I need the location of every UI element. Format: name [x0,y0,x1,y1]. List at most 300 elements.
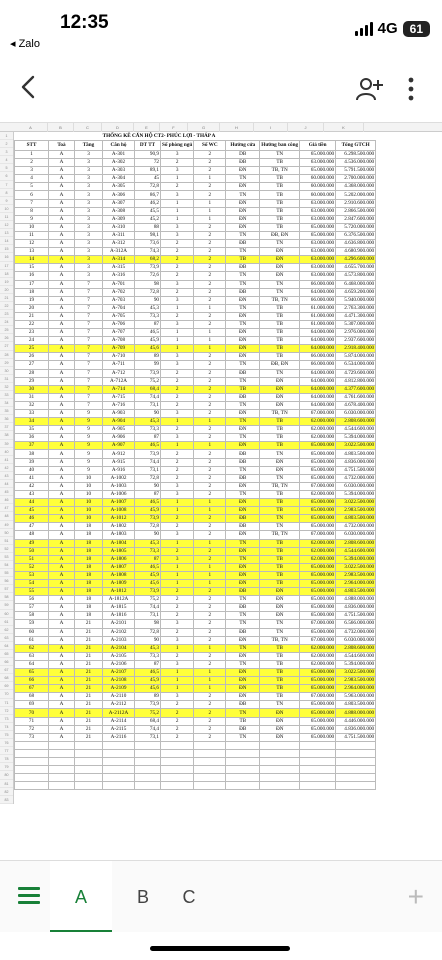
table-cell[interactable]: TN [226,596,260,604]
table-cell[interactable]: 1 [194,418,226,426]
table-cell[interactable]: A [49,426,75,434]
table-cell[interactable]: 98 [135,280,161,288]
table-cell[interactable]: 2 [194,393,226,401]
table-cell[interactable]: 6.030.000.000 [336,482,376,490]
empty-cell[interactable] [161,741,194,749]
table-cell[interactable]: A-2104 [103,644,135,652]
table-cell[interactable]: 1 [194,579,226,587]
table-cell[interactable]: 89,1 [135,167,161,175]
row-number[interactable]: 32 [0,383,13,391]
table-row[interactable] [15,385,376,393]
table-cell[interactable]: 63.000.000 [300,215,336,223]
table-cell[interactable]: 4.377.600.000 [336,385,376,393]
table-cell[interactable]: 34 [15,418,49,426]
table-cell[interactable]: 21 [75,669,103,677]
table-cell[interactable]: ĐN [226,312,260,320]
table-cell[interactable]: ĐN [260,256,300,264]
table-cell[interactable]: A-305 [103,183,135,191]
empty-cell[interactable] [103,782,135,790]
row-number[interactable]: 31 [0,375,13,383]
table-row[interactable] [15,183,376,191]
table-cell[interactable]: 46,5 [135,563,161,571]
table-cell[interactable]: 2 [194,296,226,304]
row-number[interactable]: 71 [0,699,13,707]
table-cell[interactable]: A-306 [103,191,135,199]
table-cell[interactable]: 1 [194,304,226,312]
table-cell[interactable]: TB [260,490,300,498]
row-number[interactable]: 53 [0,553,13,561]
table-cell[interactable]: TB [260,644,300,652]
empty-cell[interactable] [194,758,226,766]
table-cell[interactable]: 2 [161,240,194,248]
table-cell[interactable]: 21 [75,685,103,693]
table-cell[interactable]: 63.000.000 [300,256,336,264]
table-row[interactable] [15,669,376,677]
empty-cell[interactable] [15,774,49,782]
table-cell[interactable]: 2 [161,701,194,709]
table-row[interactable] [15,223,376,231]
table-cell[interactable]: 1 [161,215,194,223]
table-cell[interactable]: A [49,685,75,693]
row-number[interactable]: 30 [0,367,13,375]
row-number[interactable]: 27 [0,342,13,350]
table-cell[interactable]: 18 [75,539,103,547]
table-cell[interactable]: 2 [194,588,226,596]
empty-cell[interactable] [103,749,135,757]
row-number[interactable]: 25 [0,326,13,334]
table-cell[interactable]: 3 [75,151,103,159]
table-cell[interactable]: ĐN [226,482,260,490]
table-cell[interactable]: 4.573.800.000 [336,272,376,280]
table-cell[interactable]: 3.022.500.000 [336,499,376,507]
table-cell[interactable]: 48 [15,531,49,539]
table-cell[interactable]: 62 [15,644,49,652]
table-cell[interactable]: 61.000.000 [300,304,336,312]
column-header[interactable]: Hướng ban công [260,141,300,151]
table-cell[interactable]: 27 [15,361,49,369]
table-cell[interactable]: 18 [75,547,103,555]
table-cell[interactable]: 1 [194,563,226,571]
table-cell[interactable]: 61.000.000 [300,312,336,320]
table-cell[interactable]: A [49,418,75,426]
table-cell[interactable]: ĐN [260,709,300,717]
table-row[interactable] [15,272,376,280]
table-cell[interactable]: 46,5 [135,669,161,677]
table-cell[interactable]: 67.000.000 [300,636,336,644]
row-number[interactable]: 62 [0,626,13,634]
table-cell[interactable]: A-1808 [103,571,135,579]
table-cell[interactable]: 9 [15,215,49,223]
table-cell[interactable]: 65.000.000 [300,450,336,458]
table-cell[interactable]: 2 [194,353,226,361]
empty-cell[interactable] [260,741,300,749]
table-cell[interactable]: 3.022.500.000 [336,442,376,450]
table-cell[interactable]: TB [260,199,300,207]
row-number[interactable]: 73 [0,715,13,723]
table-cell[interactable]: 99 [135,361,161,369]
table-cell[interactable]: 2 [161,401,194,409]
table-cell[interactable]: 18 [75,563,103,571]
table-cell[interactable]: 1 [161,685,194,693]
table-cell[interactable]: 18 [15,288,49,296]
table-cell[interactable]: A-302 [103,159,135,167]
row-number[interactable]: 66 [0,658,13,666]
table-cell[interactable]: 9 [75,442,103,450]
table-cell[interactable]: 49 [15,539,49,547]
table-cell[interactable]: 3 [161,280,194,288]
table-cell[interactable]: A-703 [103,296,135,304]
table-cell[interactable]: TB [260,677,300,685]
table-cell[interactable]: 23 [15,329,49,337]
table-cell[interactable]: A [49,596,75,604]
table-cell[interactable]: A-2105 [103,652,135,660]
empty-cell[interactable] [336,782,376,790]
table-row[interactable] [15,264,376,272]
table-cell[interactable]: 6.030.000.000 [336,531,376,539]
table-cell[interactable]: 66.000.000 [300,280,336,288]
table-row[interactable] [15,410,376,418]
table-cell[interactable]: A [49,482,75,490]
table-cell[interactable]: A [49,401,75,409]
table-cell[interactable]: TB, TN [260,410,300,418]
table-cell[interactable]: TB [260,207,300,215]
table-cell[interactable]: 2 [194,709,226,717]
empty-cell[interactable] [15,782,49,790]
table-cell[interactable]: 1 [161,199,194,207]
table-cell[interactable]: 3 [75,256,103,264]
table-cell[interactable]: A [49,256,75,264]
row-number[interactable]: 24 [0,318,13,326]
table-cell[interactable]: 2 [194,401,226,409]
table-cell[interactable]: ĐN [226,223,260,231]
table-cell[interactable]: 73,1 [135,733,161,741]
table-cell[interactable]: 62.000.000 [300,418,336,426]
empty-cell[interactable] [135,782,161,790]
table-cell[interactable]: 46,5 [135,499,161,507]
table-row[interactable] [15,490,376,498]
table-cell[interactable]: ĐN [260,401,300,409]
table-cell[interactable]: 72,8 [135,183,161,191]
table-cell[interactable]: TN [226,490,260,498]
empty-cell[interactable] [300,782,336,790]
row-number[interactable]: 5 [0,164,13,172]
table-row[interactable] [15,320,376,328]
table-cell[interactable]: 5.394.000.000 [336,660,376,668]
table-cell[interactable]: 3 [161,490,194,498]
table-cell[interactable]: TB [260,353,300,361]
table-cell[interactable]: 72,8 [135,474,161,482]
column-header[interactable]: Giá tiền [300,141,336,151]
table-cell[interactable]: ĐB [226,474,260,482]
empty-cell[interactable] [336,758,376,766]
table-cell[interactable]: TN [226,191,260,199]
table-cell[interactable]: ĐB [226,240,260,248]
row-number[interactable]: 83 [0,796,13,804]
table-cell[interactable]: 18 [75,588,103,596]
row-number[interactable]: 39 [0,440,13,448]
table-cell[interactable]: ĐB [226,458,260,466]
table-cell[interactable]: 2.808.600.000 [336,418,376,426]
table-cell[interactable]: 2.964.000.000 [336,579,376,587]
table-cell[interactable]: 98 [135,620,161,628]
table-cell[interactable]: 67 [15,685,49,693]
table-cell[interactable]: 45,6 [135,685,161,693]
table-row[interactable] [15,345,376,353]
table-cell[interactable]: 30 [15,385,49,393]
table-cell[interactable]: 5.720.000.000 [336,223,376,231]
table-cell[interactable]: 87 [135,320,161,328]
row-number[interactable]: 45 [0,488,13,496]
table-cell[interactable]: 2 [194,474,226,482]
table-cell[interactable]: A [49,369,75,377]
row-number[interactable]: 80 [0,771,13,779]
table-cell[interactable]: 10 [75,474,103,482]
row-number[interactable]: 52 [0,545,13,553]
add-person-icon[interactable] [354,74,384,104]
table-cell[interactable]: A [49,280,75,288]
table-cell[interactable]: 6.298.500.000 [336,151,376,159]
table-cell[interactable]: 10 [75,490,103,498]
empty-cell[interactable] [15,749,49,757]
table-cell[interactable]: TN [260,369,300,377]
table-cell[interactable]: A [49,312,75,320]
table-cell[interactable]: 33 [15,410,49,418]
table-cell[interactable]: A-1003 [103,482,135,490]
table-cell[interactable]: ĐB [226,588,260,596]
table-cell[interactable]: ĐN [260,725,300,733]
table-cell[interactable]: 1 [161,345,194,353]
empty-cell[interactable] [75,766,103,774]
table-cell[interactable]: 60 [15,628,49,636]
table-cell[interactable]: A-707 [103,329,135,337]
table-cell[interactable]: 54 [15,579,49,587]
table-cell[interactable]: A [49,167,75,175]
table-cell[interactable]: 2 [194,515,226,523]
column-letter[interactable]: K [324,123,364,132]
empty-cell[interactable] [15,758,49,766]
table-cell[interactable]: 1 [161,563,194,571]
table-cell[interactable]: 12 [15,240,49,248]
table-cell[interactable]: 2 [194,596,226,604]
table-cell[interactable]: TB [260,175,300,183]
table-cell[interactable]: A-2115 [103,725,135,733]
table-cell[interactable]: 1 [194,442,226,450]
table-cell[interactable]: 65.000.000 [300,442,336,450]
table-cell[interactable]: 7 [75,280,103,288]
table-cell[interactable]: A-2107 [103,669,135,677]
table-cell[interactable]: 65.000.000 [300,596,336,604]
table-cell[interactable]: 63.000.000 [300,272,336,280]
table-cell[interactable]: A-1812A [103,596,135,604]
table-cell[interactable]: A [49,345,75,353]
table-cell[interactable]: 90 [135,482,161,490]
table-cell[interactable]: 2 [194,167,226,175]
table-cell[interactable]: ĐN [226,410,260,418]
table-cell[interactable]: TN [260,450,300,458]
table-row[interactable] [15,280,376,288]
table-cell[interactable]: 1 [161,337,194,345]
table-cell[interactable]: ĐB [226,288,260,296]
table-cell[interactable]: 21 [75,725,103,733]
table-cell[interactable]: 8 [15,207,49,215]
table-cell[interactable]: 2 [194,231,226,239]
table-cell[interactable]: 2 [161,288,194,296]
table-cell[interactable]: A-1007 [103,499,135,507]
table-cell[interactable]: 90 [135,531,161,539]
table-cell[interactable]: 1 [194,507,226,515]
column-header[interactable]: Số WC [194,141,226,151]
table-cell[interactable]: ĐN [260,393,300,401]
table-cell[interactable]: A [49,547,75,555]
table-cell[interactable]: 21 [75,677,103,685]
table-cell[interactable]: 10 [75,499,103,507]
table-cell[interactable]: 1 [161,571,194,579]
table-cell[interactable]: 7 [75,361,103,369]
table-cell[interactable]: 2.976.000.000 [336,329,376,337]
table-cell[interactable]: 71 [15,717,49,725]
table-cell[interactable]: 62.000.000 [300,426,336,434]
table-cell[interactable]: 67.000.000 [300,693,336,701]
table-cell[interactable]: ĐN [226,563,260,571]
table-cell[interactable]: A-915 [103,458,135,466]
table-cell[interactable]: 2.866.500.000 [336,207,376,215]
table-cell[interactable]: 65.000.000 [300,669,336,677]
table-cell[interactable]: ĐB [226,628,260,636]
table-cell[interactable]: TN [260,474,300,482]
table-cell[interactable]: 72 [15,725,49,733]
table-cell[interactable]: A-711 [103,361,135,369]
empty-cell[interactable] [226,758,260,766]
table-cell[interactable]: A-308 [103,207,135,215]
table-cell[interactable]: 4.761.600.000 [336,393,376,401]
table-row[interactable] [15,539,376,547]
table-cell[interactable]: 5.307.000.000 [336,320,376,328]
table-cell[interactable]: 2 [161,596,194,604]
row-number[interactable]: 4 [0,156,13,164]
table-cell[interactable]: 2 [161,450,194,458]
table-cell[interactable]: ĐB, ĐN [260,361,300,369]
table-cell[interactable]: 5.394.000.000 [336,555,376,563]
table-cell[interactable]: ĐN [260,377,300,385]
table-cell[interactable]: 7 [75,337,103,345]
table-row[interactable] [15,369,376,377]
table-cell[interactable]: 4.803.500.000 [336,515,376,523]
table-cell[interactable]: 2 [161,604,194,612]
table-cell[interactable]: A-705 [103,312,135,320]
row-number[interactable]: 44 [0,480,13,488]
empty-cell[interactable] [226,766,260,774]
table-cell[interactable]: 41 [15,474,49,482]
table-cell[interactable]: 45,9 [135,571,161,579]
table-cell[interactable]: 2 [161,709,194,717]
table-row[interactable] [15,353,376,361]
column-header[interactable]: Hướng cửa [226,141,260,151]
table-cell[interactable]: 6.468.000.000 [336,280,376,288]
empty-cell[interactable] [226,782,260,790]
table-cell[interactable]: 3 [75,264,103,272]
table-cell[interactable]: 4 [15,175,49,183]
table-cell[interactable]: 2 [194,547,226,555]
table-cell[interactable]: A [49,604,75,612]
table-cell[interactable]: A-2101 [103,620,135,628]
row-number[interactable]: 68 [0,674,13,682]
table-cell[interactable]: A-314 [103,256,135,264]
table-cell[interactable]: 3 [161,231,194,239]
table-cell[interactable]: A-2110 [103,693,135,701]
table-cell[interactable]: A-309 [103,215,135,223]
table-cell[interactable]: A [49,499,75,507]
table-cell[interactable]: 1 [161,644,194,652]
column-header[interactable]: Số phòng ngủ [161,141,194,151]
table-cell[interactable]: 2 [161,183,194,191]
table-cell[interactable]: 72 [135,159,161,167]
table-cell[interactable]: 21 [75,733,103,741]
table-cell[interactable]: TN [226,555,260,563]
table-cell[interactable]: 2 [194,693,226,701]
table-cell[interactable]: 4.659.200.000 [336,288,376,296]
table-row[interactable] [15,725,376,733]
table-cell[interactable]: 21 [75,693,103,701]
table-cell[interactable]: 74,4 [135,393,161,401]
table-row[interactable] [15,717,376,725]
table-cell[interactable]: TB, TN [260,531,300,539]
table-cell[interactable]: 7 [75,320,103,328]
table-cell[interactable]: ĐB, ĐN [260,231,300,239]
table-cell[interactable]: 1 [161,442,194,450]
table-cell[interactable]: 18 [75,571,103,579]
empty-cell[interactable] [49,774,75,782]
table-row[interactable] [15,507,376,515]
tab-sheet-c[interactable]: C [182,887,196,907]
column-letter[interactable]: A [14,123,48,132]
row-number[interactable]: 55 [0,569,13,577]
table-row[interactable] [15,167,376,175]
table-cell[interactable]: ĐN [226,669,260,677]
table-cell[interactable]: TN [260,288,300,296]
table-cell[interactable]: 2 [161,523,194,531]
table-cell[interactable]: A [49,466,75,474]
table-cell[interactable]: TB, TN [260,167,300,175]
table-cell[interactable]: 64 [15,660,49,668]
table-cell[interactable]: TN [260,280,300,288]
table-cell[interactable]: ĐN [226,426,260,434]
table-cell[interactable]: 10 [15,223,49,231]
table-cell[interactable]: 2 [194,717,226,725]
empty-cell[interactable] [226,749,260,757]
table-row[interactable] [15,693,376,701]
table-cell[interactable]: 66.000.000 [300,361,336,369]
table-cell[interactable]: A [49,709,75,717]
table-cell[interactable]: TN [226,304,260,312]
more-options-icon[interactable] [396,74,426,104]
table-cell[interactable]: 73,9 [135,264,161,272]
table-cell[interactable]: TN [226,733,260,741]
table-cell[interactable]: 3 [75,223,103,231]
table-cell[interactable]: 38 [15,450,49,458]
empty-cell[interactable] [49,766,75,774]
table-cell[interactable]: A [49,652,75,660]
table-cell[interactable]: TB [260,426,300,434]
table-cell[interactable]: 2 [161,385,194,393]
table-cell[interactable]: 3 [161,693,194,701]
back-to-app-link[interactable]: ◂ Zalo [10,38,40,50]
table-cell[interactable]: 7 [75,296,103,304]
empty-cell[interactable] [300,741,336,749]
table-cell[interactable]: A-1008 [103,507,135,515]
table-cell[interactable]: A [49,223,75,231]
table-cell[interactable]: A-303 [103,167,135,175]
table-cell[interactable]: A [49,693,75,701]
